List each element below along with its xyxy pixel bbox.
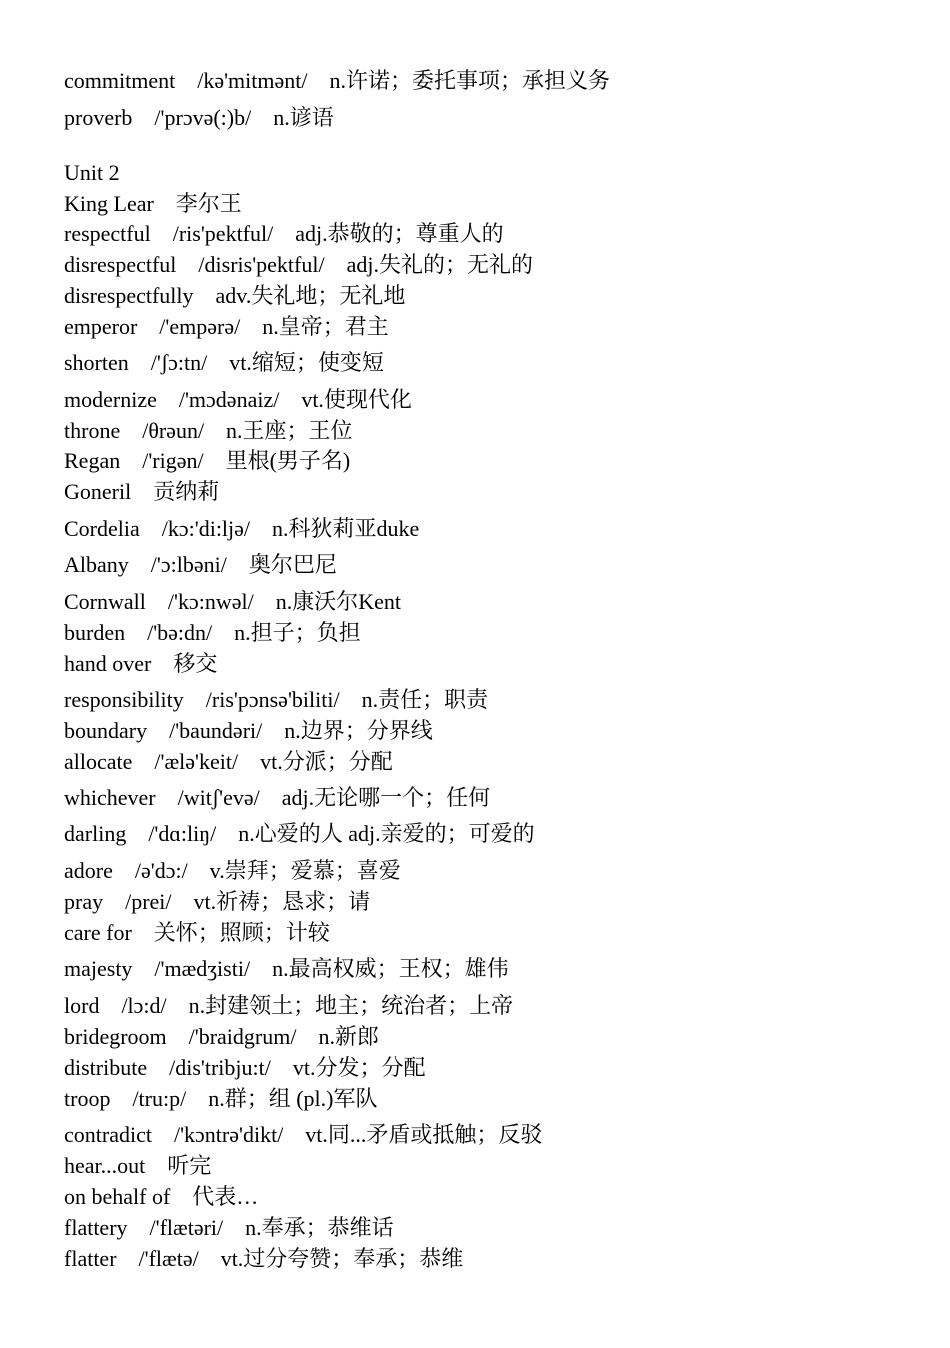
vocab-line-allocate: allocate /'ælə'keit/ vt.分派；分配 <box>64 749 393 774</box>
vocab-line-regan: Regan /'rigən/ 里根(男子名) <box>64 448 351 473</box>
vocab-line-flattery: flattery /'flætəri/ n.奉承；恭维话 <box>64 1215 394 1240</box>
vocab-line-proverb: proverb /'prɔvə(:)b/ n.谚语 <box>64 105 334 130</box>
vocab-line-hear-out: hear...out 听完 <box>64 1153 212 1178</box>
vocab-line-emperor: emperor /'empərə/ n.皇帝；君主 <box>64 314 389 339</box>
vocab-line-cordelia: Cordelia /kɔ:'di:ljə/ n.科狄莉亚duke <box>64 516 420 541</box>
vocab-line-pray: pray /prei/ vt.祈祷；恳求；请 <box>64 889 371 914</box>
vocab-line-respectful: respectful /ris'pektful/ adj.恭敬的；尊重人的 <box>64 221 504 246</box>
vocab-line-cornwall: Cornwall /'kɔ:nwəl/ n.康沃尔Kent <box>64 589 401 614</box>
vocab-line-bridegroom: bridegroom /'braidgrum/ n.新郎 <box>64 1024 379 1049</box>
vocab-line-troop: troop /tru:p/ n.群；组 (pl.)军队 <box>64 1086 378 1111</box>
unit-heading: Unit 2 <box>64 160 120 185</box>
vocab-line-on-behalf-of: on behalf of 代表… <box>64 1184 259 1209</box>
vocab-line-lord: lord /lɔ:d/ n.封建领土；地主；统治者；上帝 <box>64 993 514 1018</box>
vocab-line-darling: darling /'dɑ:liŋ/ n.心爱的人 adj.亲爱的；可爱的 <box>64 821 535 846</box>
vocab-line-throne: throne /θrəun/ n.王座；王位 <box>64 418 353 443</box>
vocab-line-burden: burden /'bə:dn/ n.担子；负担 <box>64 620 361 645</box>
vocab-line-disrespectfully: disrespectfully adv.失礼地；无礼地 <box>64 283 406 308</box>
vocab-line-responsibility: responsibility /ris'pɔnsə'biliti/ n.责任；职责 <box>64 687 489 712</box>
vocab-line-care-for: care for 关怀；照顾；计较 <box>64 920 330 945</box>
vocab-line-distribute: distribute /dis'tribju:t/ vt.分发；分配 <box>64 1055 426 1080</box>
vocab-line-goneril: Goneril 贡纳莉 <box>64 479 220 504</box>
vocab-line-whichever: whichever /witʃ'evə/ adj.无论哪一个；任何 <box>64 785 491 810</box>
vocab-line-flatter: flatter /'flætə/ vt.过分夸赞；奉承；恭维 <box>64 1246 464 1271</box>
vocab-line-commitment: commitment /kə'mitmənt/ n.许诺；委托事项；承担义务 <box>64 68 610 93</box>
vocab-line-boundary: boundary /'baundəri/ n.边界；分界线 <box>64 718 433 743</box>
vocab-line-majesty: majesty /'mædʒisti/ n.最高权威；王权；雄伟 <box>64 956 509 981</box>
vocab-line-adore: adore /ə'dɔ:/ v.崇拜；爱慕；喜爱 <box>64 858 401 883</box>
vocab-line-disrespectful: disrespectful /disris'pektful/ adj.失礼的；无礼的 <box>64 252 533 277</box>
vocab-line-albany: Albany /'ɔ:lbəni/ 奥尔巴尼 <box>64 552 337 577</box>
vocab-line-contradict: contradict /'kɔntrə'dikt/ vt.同...矛盾或抵触；反驳 <box>64 1122 543 1147</box>
vocab-line-modernize: modernize /'mɔdənaiz/ vt.使现代化 <box>64 387 412 412</box>
vocab-line-hand-over: hand over 移交 <box>64 651 218 676</box>
vocab-line-king-lear: King Lear 李尔王 <box>64 191 242 216</box>
vocab-line-shorten: shorten /'ʃɔ:tn/ vt.缩短；使变短 <box>64 350 384 375</box>
